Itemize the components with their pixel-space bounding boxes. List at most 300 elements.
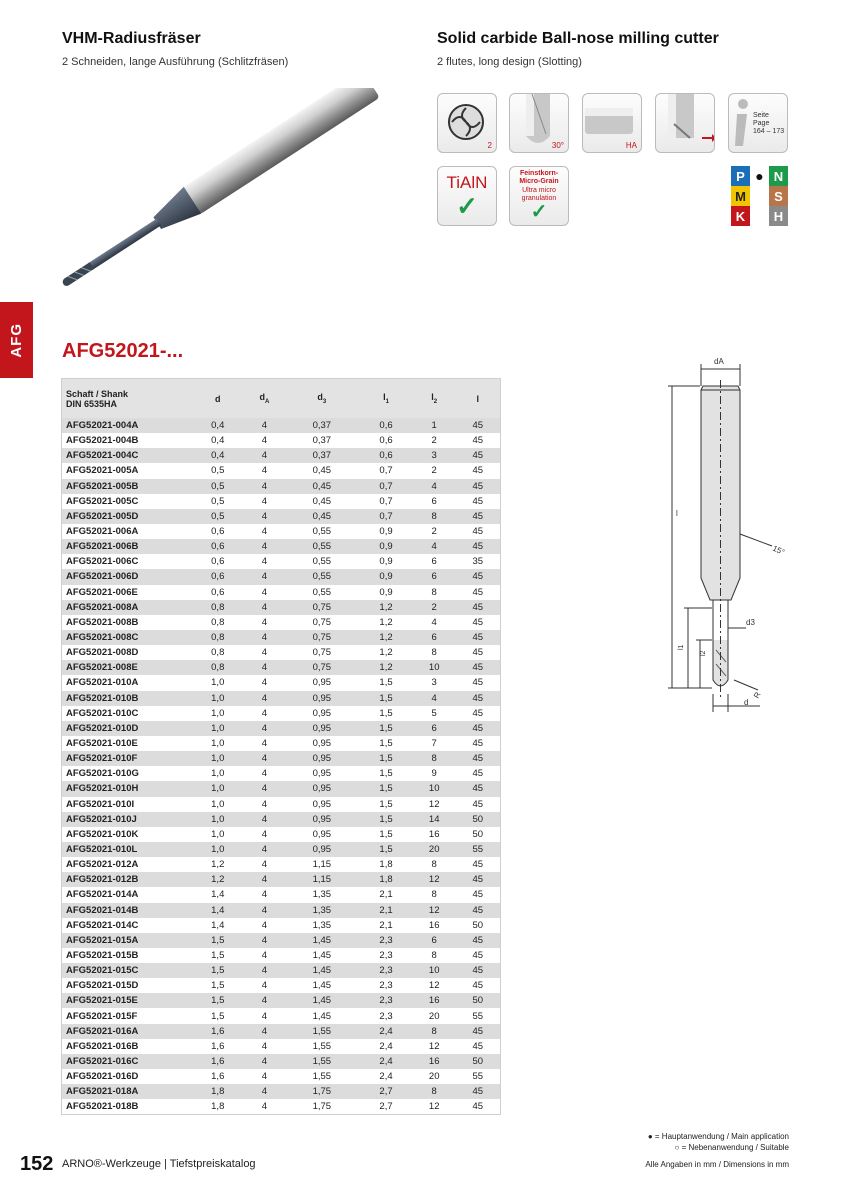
- legend: [648, 1131, 789, 1153]
- table-row: [62, 660, 501, 675]
- table-cell: 4: [413, 691, 456, 706]
- table-cell: 0,45: [284, 479, 359, 494]
- article-number: AFG52021-012B: [62, 872, 192, 887]
- article-number: AFG52021-010L: [62, 842, 192, 857]
- table-cell: 8: [413, 585, 456, 600]
- table-cell: 0,6: [191, 539, 245, 554]
- table-cell: 55: [456, 842, 501, 857]
- table-cell: 1,8: [191, 1099, 245, 1115]
- table-row: [62, 615, 501, 630]
- table-cell: 1,0: [191, 736, 245, 751]
- table-cell: 0,4: [191, 433, 245, 448]
- table-cell: 2,1: [359, 918, 413, 933]
- table-cell: 4: [245, 887, 285, 902]
- table-row: [62, 1024, 501, 1039]
- article-number: AFG52021-010D: [62, 721, 192, 736]
- table-cell: 1,45: [284, 993, 359, 1008]
- table-cell: 1,5: [359, 736, 413, 751]
- table-cell: 2,3: [359, 963, 413, 978]
- article-number: AFG52021-010K: [62, 827, 192, 842]
- table-cell: 1,5: [191, 993, 245, 1008]
- table-cell: 4: [245, 963, 285, 978]
- table-cell: 45: [456, 630, 501, 645]
- article-number: AFG52021-014B: [62, 903, 192, 918]
- table-cell: 35: [456, 554, 501, 569]
- table-row: [62, 539, 501, 554]
- table-cell: 1,55: [284, 1069, 359, 1084]
- table-cell: 14: [413, 812, 456, 827]
- article-number: AFG52021-008B: [62, 615, 192, 630]
- table-cell: 2: [413, 524, 456, 539]
- article-number: AFG52021-006A: [62, 524, 192, 539]
- table-row: [62, 585, 501, 600]
- table-cell: 0,6: [191, 569, 245, 584]
- helix-angle-icon: [509, 93, 569, 153]
- article-number: AFG52021-008A: [62, 600, 192, 615]
- drawing-d-label: d: [744, 698, 749, 707]
- table-cell: 1,0: [191, 766, 245, 781]
- table-row: [62, 1084, 501, 1099]
- table-cell: 1,0: [191, 691, 245, 706]
- article-number: AFG52021-015E: [62, 993, 192, 1008]
- table-row: [62, 1008, 501, 1023]
- table-cell: 4: [245, 1008, 285, 1023]
- table-cell: 0,75: [284, 660, 359, 675]
- table-cell: 1,5: [359, 706, 413, 721]
- table-cell: 6: [413, 569, 456, 584]
- table-cell: 0,8: [191, 615, 245, 630]
- head-l2: l: [431, 392, 434, 403]
- table-cell: 4: [245, 827, 285, 842]
- table-cell: 1,35: [284, 887, 359, 902]
- table-cell: 0,5: [191, 479, 245, 494]
- table-cell: 45: [456, 448, 501, 463]
- table-cell: 1,45: [284, 1008, 359, 1023]
- table-cell: 45: [456, 857, 501, 872]
- table-cell: 1,5: [359, 842, 413, 857]
- table-row: [62, 1069, 501, 1084]
- table-cell: 1,4: [191, 918, 245, 933]
- table-row: [62, 494, 501, 509]
- catalog-name: ARNO®-Werkzeuge | Tiefstpreiskatalog: [62, 1158, 256, 1170]
- table-cell: 1,4: [191, 903, 245, 918]
- table-cell: 1,2: [359, 615, 413, 630]
- table-cell: 2,3: [359, 933, 413, 948]
- table-cell: 8: [413, 857, 456, 872]
- table-cell: 1,2: [359, 630, 413, 645]
- grain-check-icon: ✓: [530, 201, 548, 223]
- table-cell: 45: [456, 585, 501, 600]
- table-cell: 0,5: [191, 494, 245, 509]
- table-cell: 2: [413, 433, 456, 448]
- table-cell: 1,2: [359, 660, 413, 675]
- table-cell: 0,95: [284, 675, 359, 690]
- table-cell: 0,9: [359, 554, 413, 569]
- article-number: AFG52021-004A: [62, 418, 192, 433]
- table-row: [62, 1054, 501, 1069]
- table-row: [62, 600, 501, 615]
- material-h: H: [769, 206, 788, 226]
- head-da: d: [259, 392, 266, 403]
- table-cell: 0,7: [359, 494, 413, 509]
- table-cell: 1,5: [191, 948, 245, 963]
- table-cell: 4: [245, 1039, 285, 1054]
- table-cell: 0,95: [284, 797, 359, 812]
- table-row: [62, 706, 501, 721]
- seite-range-label: 164 – 173: [753, 128, 785, 135]
- table-cell: 4: [245, 600, 285, 615]
- table-cell: 1,8: [359, 857, 413, 872]
- table-cell: 0,6: [359, 433, 413, 448]
- table-cell: 0,4: [191, 448, 245, 463]
- table-row: [62, 418, 501, 433]
- table-cell: 6: [413, 721, 456, 736]
- table-cell: 1,5: [191, 933, 245, 948]
- table-row: [62, 479, 501, 494]
- table-cell: 0,95: [284, 691, 359, 706]
- table-cell: 50: [456, 812, 501, 827]
- article-number: AFG52021-018B: [62, 1099, 192, 1115]
- table-cell: 8: [413, 1084, 456, 1099]
- table-cell: 4: [413, 479, 456, 494]
- table-cell: 0,9: [359, 585, 413, 600]
- article-number: AFG52021-010J: [62, 812, 192, 827]
- table-cell: 0,37: [284, 418, 359, 433]
- seite-page-label: Seite Page: [753, 112, 770, 127]
- table-cell: 45: [456, 766, 501, 781]
- shank-label: HA: [625, 141, 637, 150]
- table-cell: 2: [413, 600, 456, 615]
- table-cell: 8: [413, 509, 456, 524]
- table-cell: 50: [456, 1054, 501, 1069]
- table-cell: 45: [456, 418, 501, 433]
- table-cell: 1,0: [191, 675, 245, 690]
- article-number: AFG52021-016A: [62, 1024, 192, 1039]
- table-cell: 2,4: [359, 1069, 413, 1084]
- table-cell: 45: [456, 691, 501, 706]
- article-number: AFG52021-015F: [62, 1008, 192, 1023]
- drawing-l-label: l: [676, 509, 678, 518]
- table-cell: 1,75: [284, 1099, 359, 1115]
- table-cell: 12: [413, 1099, 456, 1115]
- table-row: [62, 933, 501, 948]
- table-cell: 0,55: [284, 569, 359, 584]
- table-cell: 4: [245, 1024, 285, 1039]
- article-number: AFG52021-006E: [62, 585, 192, 600]
- table-cell: 0,55: [284, 539, 359, 554]
- table-cell: 16: [413, 1054, 456, 1069]
- table-row: [62, 978, 501, 993]
- table-cell: 4: [245, 524, 285, 539]
- table-cell: 4: [245, 766, 285, 781]
- table-cell: 1: [413, 418, 456, 433]
- table-cell: 12: [413, 978, 456, 993]
- micro-grain-icon: [509, 166, 569, 226]
- article-number: AFG52021-010H: [62, 781, 192, 796]
- table-cell: 1,0: [191, 797, 245, 812]
- table-cell: 0,45: [284, 509, 359, 524]
- table-cell: 50: [456, 993, 501, 1008]
- head-d3: d: [317, 392, 323, 403]
- table-cell: 4: [245, 691, 285, 706]
- subtitle-de: 2 Schneiden, lange Ausführung (Schlitzfräsen): [62, 56, 289, 68]
- article-number: AFG52021-016C: [62, 1054, 192, 1069]
- legend-main: ● = Hauptanwendung / Main application: [647, 1132, 789, 1141]
- table-cell: 0,4: [191, 418, 245, 433]
- info-page-icon: [728, 93, 788, 153]
- table-cell: 45: [456, 948, 501, 963]
- table-row: [62, 751, 501, 766]
- table-cell: 45: [456, 736, 501, 751]
- table-cell: 1,5: [359, 797, 413, 812]
- grain-sub-1: Ultra micro: [522, 187, 556, 194]
- table-cell: 10: [413, 781, 456, 796]
- table-cell: 4: [245, 615, 285, 630]
- table-cell: 45: [456, 600, 501, 615]
- table-cell: 4: [245, 448, 285, 463]
- table-cell: 1,5: [359, 721, 413, 736]
- subtitle-en: 2 flutes, long design (Slotting): [437, 56, 582, 68]
- article-number: AFG52021-010E: [62, 736, 192, 751]
- table-cell: 4: [245, 781, 285, 796]
- table-cell: 45: [456, 933, 501, 948]
- table-cell: 45: [456, 1084, 501, 1099]
- table-cell: 45: [456, 963, 501, 978]
- table-cell: 0,75: [284, 600, 359, 615]
- coating-label: TiAlN: [446, 173, 488, 192]
- table-row: [62, 524, 501, 539]
- material-p: P: [731, 166, 750, 186]
- shank-type-icon: [582, 93, 642, 153]
- drawing-angle-label: 15°: [771, 543, 786, 557]
- table-cell: 0,95: [284, 766, 359, 781]
- table-cell: 0,37: [284, 448, 359, 463]
- table-cell: 1,2: [191, 857, 245, 872]
- table-cell: 45: [456, 781, 501, 796]
- table-cell: 1,5: [359, 675, 413, 690]
- article-number: AFG52021-015D: [62, 978, 192, 993]
- table-cell: 0,9: [359, 539, 413, 554]
- table-header: Schaft / Shank DIN 6535HA d $d_A$ $d_3$ $l_1$ $l_2$ l: [62, 379, 501, 419]
- table-cell: 4: [245, 751, 285, 766]
- table-cell: 4: [245, 918, 285, 933]
- table-cell: 1,75: [284, 1084, 359, 1099]
- table-cell: 0,95: [284, 736, 359, 751]
- table-row: [62, 903, 501, 918]
- table-cell: 4: [245, 993, 285, 1008]
- table-cell: 0,8: [191, 600, 245, 615]
- table-cell: 4: [245, 585, 285, 600]
- table-cell: 0,95: [284, 721, 359, 736]
- table-cell: 2,3: [359, 993, 413, 1008]
- table-cell: 6: [413, 494, 456, 509]
- table-cell: 45: [456, 721, 501, 736]
- table-cell: 0,6: [359, 418, 413, 433]
- table-cell: 4: [245, 569, 285, 584]
- table-cell: 0,8: [191, 630, 245, 645]
- table-cell: 4: [245, 554, 285, 569]
- article-number: AFG52021-015C: [62, 963, 192, 978]
- table-cell: 1,0: [191, 827, 245, 842]
- table-cell: 0,75: [284, 630, 359, 645]
- table-row: [62, 675, 501, 690]
- table-row: [62, 993, 501, 1008]
- table-cell: 1,55: [284, 1039, 359, 1054]
- table-row: [62, 645, 501, 660]
- table-cell: 1,45: [284, 963, 359, 978]
- article-number: AFG52021-016D: [62, 1069, 192, 1084]
- table-cell: 1,6: [191, 1054, 245, 1069]
- table-row: [62, 857, 501, 872]
- table-cell: 2,3: [359, 1008, 413, 1023]
- table-cell: 2,4: [359, 1054, 413, 1069]
- table-cell: 12: [413, 872, 456, 887]
- coating-check-icon: ✓: [456, 191, 478, 221]
- table-cell: 0,45: [284, 494, 359, 509]
- drawing-r-label: R: [751, 690, 763, 700]
- table-cell: 0,8: [191, 660, 245, 675]
- table-cell: 45: [456, 1039, 501, 1054]
- table-cell: 2,7: [359, 1099, 413, 1115]
- drawing-l1-label: l1: [678, 644, 685, 650]
- table-cell: 0,75: [284, 645, 359, 660]
- table-cell: 1,55: [284, 1024, 359, 1039]
- table-row: [62, 963, 501, 978]
- table-cell: 1,2: [359, 645, 413, 660]
- title-en: Solid carbide Ball-nose milling cutter: [437, 30, 719, 47]
- table-cell: 20: [413, 842, 456, 857]
- table-cell: 0,5: [191, 509, 245, 524]
- table-cell: 4: [245, 933, 285, 948]
- table-cell: 4: [413, 615, 456, 630]
- helix-label: 30°: [551, 141, 564, 150]
- table-cell: 55: [456, 1008, 501, 1023]
- table-cell: 0,5: [191, 463, 245, 478]
- legend-suitable: ○ = Nebenanwendung / Suitable: [674, 1143, 789, 1152]
- table-cell: 0,75: [284, 615, 359, 630]
- table-row: [62, 1099, 501, 1115]
- table-cell: 1,15: [284, 872, 359, 887]
- title-de: VHM-Radiusfräser: [62, 30, 201, 47]
- table-cell: 45: [456, 872, 501, 887]
- article-number: AFG52021-015B: [62, 948, 192, 963]
- grain-title-2: Micro-Grain: [519, 178, 559, 185]
- table-cell: 1,55: [284, 1054, 359, 1069]
- table-cell: 0,6: [191, 554, 245, 569]
- table-cell: 0,55: [284, 524, 359, 539]
- table-cell: 0,8: [191, 645, 245, 660]
- table-cell: 1,0: [191, 751, 245, 766]
- table-cell: 7: [413, 736, 456, 751]
- table-cell: 45: [456, 1099, 501, 1115]
- article-number: AFG52021-015A: [62, 933, 192, 948]
- table-row: [62, 463, 501, 478]
- table-cell: 4: [245, 903, 285, 918]
- table-cell: 1,0: [191, 842, 245, 857]
- table-cell: 45: [456, 706, 501, 721]
- table-cell: 1,8: [191, 1084, 245, 1099]
- table-row: [62, 630, 501, 645]
- table-row: [62, 887, 501, 902]
- table-cell: 1,45: [284, 978, 359, 993]
- table-row: [62, 448, 501, 463]
- table-cell: 0,95: [284, 751, 359, 766]
- table-row: [62, 554, 501, 569]
- table-cell: 45: [456, 1024, 501, 1039]
- table-cell: 4: [245, 660, 285, 675]
- coating-icon: [437, 166, 497, 226]
- table-cell: 4: [245, 1069, 285, 1084]
- table-cell: 45: [456, 539, 501, 554]
- table-cell: 0,95: [284, 812, 359, 827]
- article-number: AFG52021-005D: [62, 509, 192, 524]
- table-cell: 4: [245, 721, 285, 736]
- head-l1: l: [383, 392, 386, 403]
- head-l: l: [476, 393, 480, 404]
- table-cell: 0,7: [359, 479, 413, 494]
- article-number: AFG52021-012A: [62, 857, 192, 872]
- table-cell: 4: [245, 1054, 285, 1069]
- table-cell: 16: [413, 993, 456, 1008]
- article-number: AFG52021-010A: [62, 675, 192, 690]
- table-cell: 1,5: [191, 978, 245, 993]
- table-cell: 45: [456, 509, 501, 524]
- table-cell: 8: [413, 645, 456, 660]
- table-cell: 2,1: [359, 887, 413, 902]
- table-row: [62, 781, 501, 796]
- table-cell: 45: [456, 660, 501, 675]
- table-cell: 4: [245, 645, 285, 660]
- table-cell: 45: [456, 494, 501, 509]
- section-tab: AFG: [0, 302, 33, 378]
- table-cell: 12: [413, 903, 456, 918]
- article-number: AFG52021-010F: [62, 751, 192, 766]
- table-row: [62, 569, 501, 584]
- grain-sub-2: granulation: [521, 195, 557, 202]
- article-number: AFG52021-008C: [62, 630, 192, 645]
- table-row: [62, 1039, 501, 1054]
- table-cell: 0,37: [284, 433, 359, 448]
- table-cell: 8: [413, 948, 456, 963]
- article-number: AFG52021-005B: [62, 479, 192, 494]
- table-cell: 4: [245, 433, 285, 448]
- table-row: [62, 948, 501, 963]
- table-cell: 8: [413, 887, 456, 902]
- article-number: AFG52021-014C: [62, 918, 192, 933]
- table-cell: 45: [456, 569, 501, 584]
- table-cell: 1,15: [284, 857, 359, 872]
- table-cell: 45: [456, 675, 501, 690]
- table-cell: 12: [413, 797, 456, 812]
- table-cell: 2,4: [359, 1024, 413, 1039]
- material-s: S: [769, 186, 788, 206]
- flutes-label: 2: [487, 141, 492, 150]
- table-cell: 4: [245, 1084, 285, 1099]
- table-cell: 1,5: [191, 1008, 245, 1023]
- table-cell: 1,35: [284, 903, 359, 918]
- table-cell: 2,7: [359, 1084, 413, 1099]
- drawing-d3-label: d3: [746, 618, 755, 627]
- table-cell: 20: [413, 1008, 456, 1023]
- table-cell: 1,5: [359, 812, 413, 827]
- table-cell: 1,6: [191, 1024, 245, 1039]
- table-cell: 5: [413, 706, 456, 721]
- article-number: AFG52021-005A: [62, 463, 192, 478]
- table-cell: 4: [245, 463, 285, 478]
- table-cell: 1,0: [191, 812, 245, 827]
- table-cell: 4: [245, 1099, 285, 1115]
- table-cell: 4: [245, 539, 285, 554]
